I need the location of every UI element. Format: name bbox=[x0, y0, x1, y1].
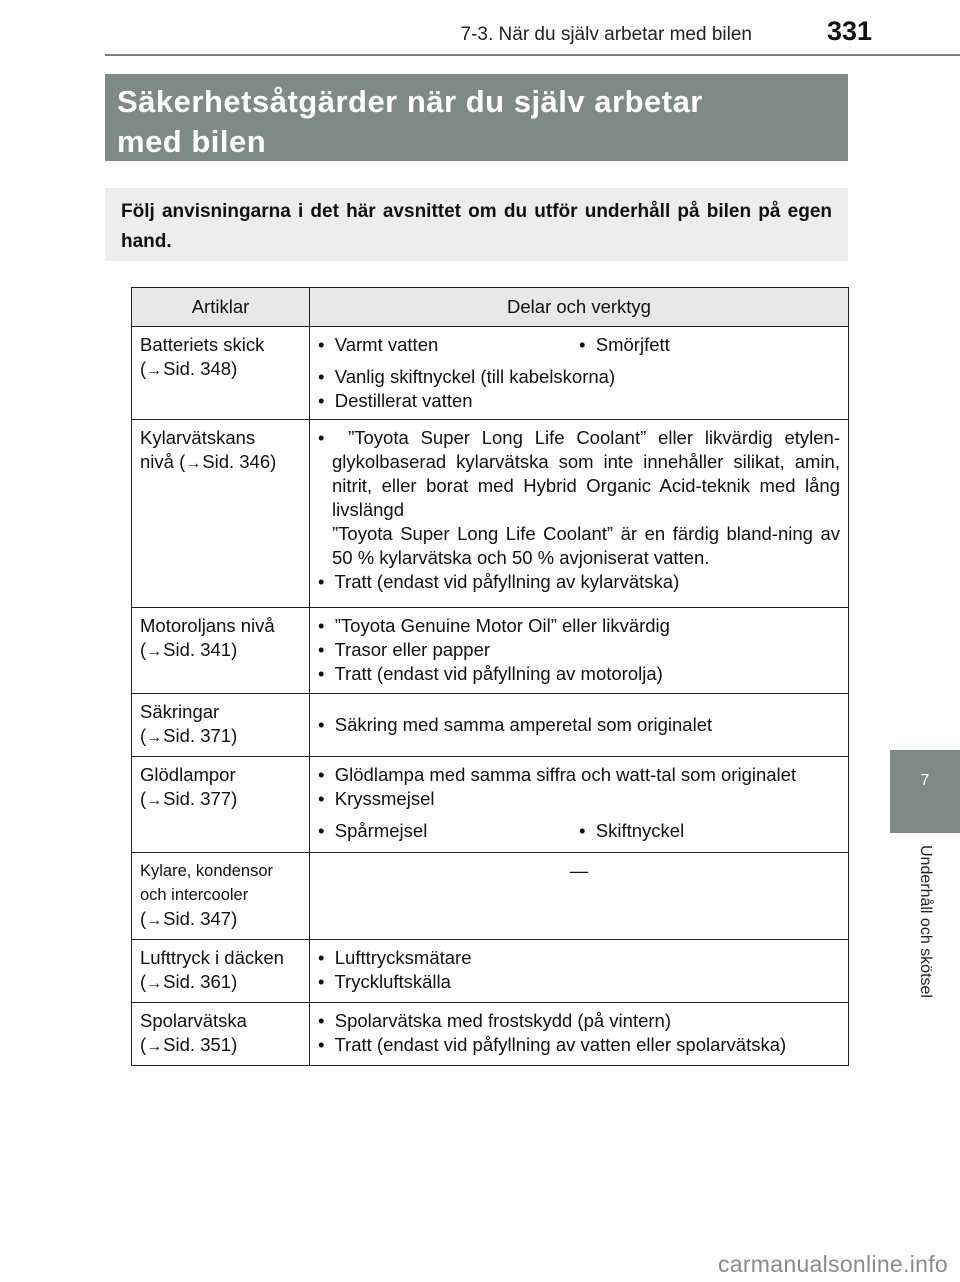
table-row bbox=[132, 608, 849, 694]
article-reference: (→Sid. 351) bbox=[140, 1033, 301, 1059]
article-cell bbox=[132, 1003, 310, 1066]
arrow-right-icon: → bbox=[146, 362, 163, 379]
article-reference: (→Sid. 348) bbox=[140, 357, 301, 383]
header-rule bbox=[105, 54, 960, 56]
table-row bbox=[132, 694, 849, 757]
list-item: • Tryckluftskälla bbox=[318, 971, 451, 992]
page-link[interactable]: Sid. 371 bbox=[163, 725, 232, 746]
chapter-label: Underhåll och skötsel bbox=[917, 845, 934, 998]
list-item: • ”Toyota Super Long Life Coolant” eller likvärdig etylen-glykolbaserad kylarvätska som inte innehåller silikat, amin, nitrit, eller borat med Hybrid Organic Acid-teknik med lång livslängd bbox=[318, 427, 841, 520]
article-cell bbox=[132, 327, 310, 420]
article-reference: (→Sid. 347) bbox=[140, 907, 301, 933]
list-item: • Tratt (endast vid påfyllning av motorolja) bbox=[318, 663, 663, 684]
article-cell bbox=[132, 694, 310, 757]
list-item: • Smörjfett bbox=[579, 334, 670, 355]
article-name: Kylarvätskans bbox=[140, 427, 256, 448]
table-row bbox=[132, 327, 849, 420]
table-row bbox=[132, 420, 849, 608]
article-cell bbox=[132, 853, 310, 940]
parts-cell bbox=[310, 420, 849, 608]
page-link[interactable]: Sid. 348 bbox=[163, 358, 232, 379]
intro-text: Följ anvisningarna i det här avsnittet om du utför underhåll på bilen på egen hand. bbox=[105, 188, 848, 261]
arrow-right-icon: → bbox=[146, 975, 163, 992]
list-item: • Vanlig skiftnyckel (till kabelskorna) bbox=[318, 366, 616, 387]
page-link[interactable]: Sid. 347 bbox=[163, 908, 232, 929]
section-title: 7-3. När du själv arbetar med bilen bbox=[460, 24, 752, 45]
page-title-line-2: med bilen bbox=[117, 124, 267, 159]
page-link[interactable]: Sid. 361 bbox=[163, 971, 232, 992]
chapter-tab: 7 bbox=[890, 750, 960, 833]
article-name: Motoroljans nivå bbox=[140, 615, 275, 636]
parts-cell bbox=[310, 327, 849, 420]
list-item: • Spolarvätska med frostskydd (på vintern) bbox=[318, 1010, 671, 1031]
list-item: • Glödlampa med samma siffra och watt-tal som originalet bbox=[318, 764, 797, 785]
header-articles: Artiklar bbox=[132, 288, 310, 327]
parts-cell bbox=[310, 608, 849, 694]
parts-cell bbox=[310, 757, 849, 853]
arrow-right-icon: → bbox=[185, 455, 202, 472]
parts-cell bbox=[310, 1003, 849, 1066]
page-title bbox=[105, 74, 848, 161]
page-number: 331 bbox=[826, 16, 872, 46]
article-cell bbox=[132, 940, 310, 1003]
arrow-right-icon: → bbox=[146, 912, 163, 929]
list-item: • Destillerat vatten bbox=[318, 390, 473, 411]
table-row bbox=[132, 853, 849, 940]
list-item: • Trasor eller papper bbox=[318, 639, 491, 660]
list-item: • Skiftnyckel bbox=[579, 820, 685, 841]
article-name: Batteriets skick bbox=[140, 334, 265, 355]
table-row bbox=[132, 1003, 849, 1066]
watermark: carmanualsonline.info bbox=[717, 1251, 948, 1277]
article-reference: (→Sid. 377) bbox=[140, 787, 301, 813]
page-link[interactable]: Sid. 377 bbox=[163, 788, 232, 809]
list-item: • Kryssmejsel bbox=[318, 788, 435, 809]
header-parts-tools: Delar och verktyg bbox=[310, 288, 849, 327]
table-row bbox=[132, 940, 849, 1003]
page-link[interactable]: Sid. 346 bbox=[202, 451, 271, 472]
parts-cell bbox=[310, 940, 849, 1003]
article-name-cont: och intercooler bbox=[140, 886, 249, 904]
parts-cell-empty: — bbox=[310, 853, 849, 940]
article-cell bbox=[132, 608, 310, 694]
article-reference: (→Sid. 341) bbox=[140, 638, 301, 664]
list-item: • Varmt vatten bbox=[318, 334, 439, 355]
page-title-line-1: Säkerhetsåtgärder när du själv arbetar bbox=[117, 84, 703, 119]
item-pair bbox=[318, 819, 840, 843]
article-name: Spolarvätska bbox=[140, 1010, 247, 1031]
page-link[interactable]: Sid. 341 bbox=[163, 639, 232, 660]
article-reference: (→Sid. 371) bbox=[140, 724, 301, 750]
article-reference: (→Sid. 361) bbox=[140, 970, 301, 996]
list-item: • Spårmejsel bbox=[318, 820, 428, 841]
article-reference: nivå (→Sid. 346) bbox=[140, 450, 301, 476]
list-item: • Lufttrycksmätare bbox=[318, 947, 472, 968]
article-cell bbox=[132, 757, 310, 853]
list-item: • Tratt (endast vid påfyllning av vatten eller spolarvätska) bbox=[318, 1034, 787, 1055]
article-name: Kylare, kondensor bbox=[140, 862, 273, 880]
article-name: Säkringar bbox=[140, 701, 220, 722]
arrow-right-icon: → bbox=[146, 1038, 163, 1055]
arrow-right-icon: → bbox=[146, 729, 163, 746]
list-item: • Tratt (endast vid påfyllning av kylarvätska) bbox=[318, 571, 680, 592]
parts-cell bbox=[310, 694, 849, 757]
item-note: ”Toyota Super Long Life Coolant” är en färdig bland-ning av 50 % kylarvätska och 50 % avjoniserat vatten. bbox=[332, 523, 840, 568]
article-name: Glödlampor bbox=[140, 764, 236, 785]
item-pair bbox=[318, 333, 840, 357]
article-cell bbox=[132, 420, 310, 608]
page-link[interactable]: Sid. 351 bbox=[163, 1034, 232, 1055]
list-item: • Säkring med samma amperetal som originalet bbox=[318, 714, 713, 735]
arrow-right-icon: → bbox=[146, 792, 163, 809]
table-row bbox=[132, 757, 849, 853]
tools-table bbox=[131, 287, 849, 1066]
list-item: • ”Toyota Genuine Motor Oil” eller likvärdig bbox=[318, 615, 670, 636]
arrow-right-icon: → bbox=[146, 643, 163, 660]
table-header-row bbox=[132, 288, 849, 327]
article-name: Lufttryck i däcken bbox=[140, 947, 284, 968]
